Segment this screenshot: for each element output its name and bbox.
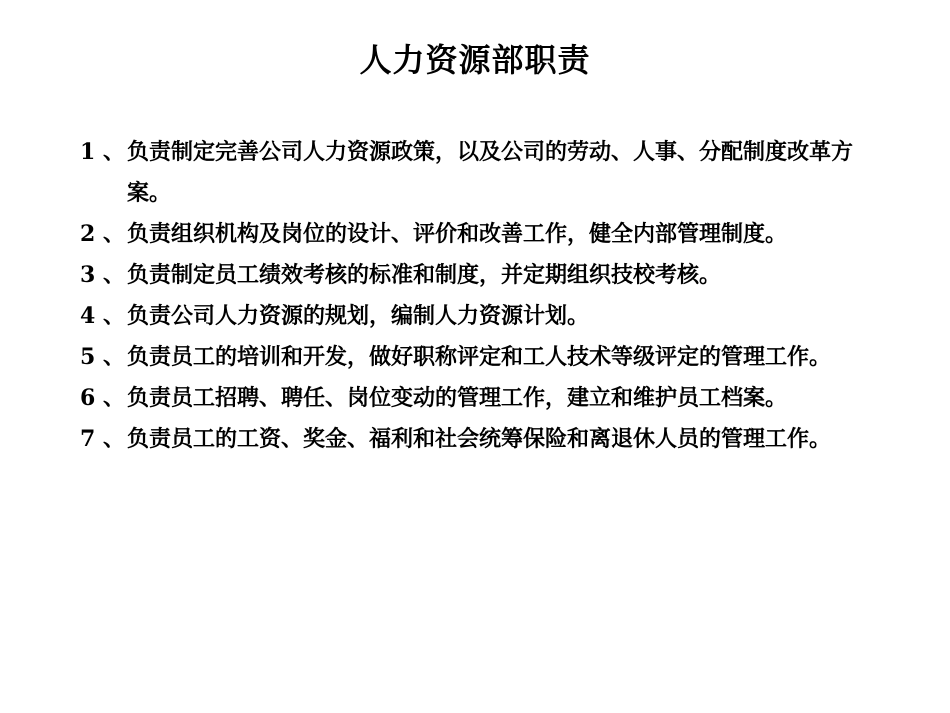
item-number: 2 、 [80,221,125,247]
item-text: 负责制定员工绩效考核的标准和制度，并定期组织技校考核。 [127,262,722,288]
item-number: 7 、 [80,426,125,452]
list-item [80,214,875,255]
list-item [80,419,875,460]
item-text: 负责公司人力资源的规划，编制人力资源计划。 [127,303,590,329]
item-number: 4 、 [80,303,125,329]
item-text: 负责制定完善公司人力资源政策，以及公司的劳动、人事、分配制度改革方案。 [127,139,854,206]
item-number: 5 、 [80,344,125,370]
list-item [80,378,875,419]
list-item [80,255,875,296]
list-item [80,296,875,337]
item-text: 负责员工的工资、奖金、福利和社会统筹保险和离退休人员的管理工作。 [127,426,832,452]
responsibility-list [80,132,875,460]
item-text: 负责员工招聘、聘任、岗位变动的管理工作，建立和维护员工档案。 [127,385,788,411]
list-item [80,337,875,378]
list-item [80,132,875,214]
page-title: 人力资源部职责 [359,41,591,79]
item-number: 3 、 [80,262,125,288]
item-text: 负责员工的培训和开发，做好职称评定和工人技术等级评定的管理工作。 [127,344,832,370]
item-text: 负责组织机构及岗位的设计、评价和改善工作，健全内部管理制度。 [127,221,788,247]
item-number: 1 、 [80,139,125,165]
item-number: 6 、 [80,385,125,411]
